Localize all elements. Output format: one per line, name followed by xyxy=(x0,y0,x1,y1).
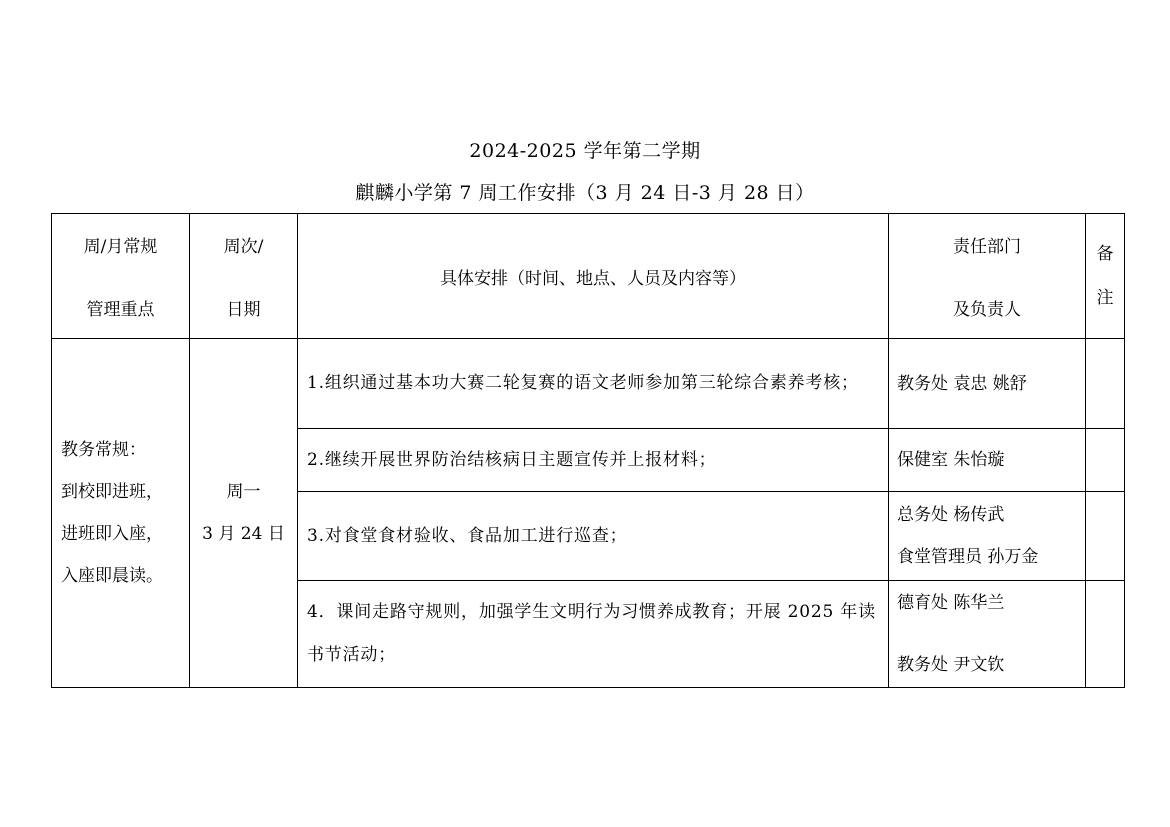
remarks-cell xyxy=(1086,429,1125,492)
schedule-table xyxy=(51,213,1125,688)
responsible-cell: 教务处 袁忠 姚舒 xyxy=(889,339,1086,429)
header-remarks: 备 注 xyxy=(1086,214,1125,339)
responsible-cell: 总务处 杨传武 食堂管理员 孙万金 xyxy=(889,492,1086,581)
task-cell: 3.对食堂食材验收、食品加工进行巡查； xyxy=(298,492,889,581)
responsible-cell: 保健室 朱怡璇 xyxy=(889,429,1086,492)
responsible-cell: 德育处 陈华兰 教务处 尹文钦 xyxy=(889,581,1086,688)
table-header-row xyxy=(52,214,1125,339)
document-title-line2: 麒麟小学第 7 周工作安排（3 月 24 日-3 月 28 日） xyxy=(355,182,815,204)
header-responsible: 责任部门 及负责人 xyxy=(889,214,1086,339)
header-week-date: 周次/ 日期 xyxy=(190,214,298,339)
remarks-cell xyxy=(1086,581,1125,688)
header-arrangement: 具体安排（时间、地点、人员及内容等） xyxy=(298,214,889,339)
document-title-line1: 2024-2025 学年第二学期 xyxy=(469,140,701,162)
task-cell: 1.组织通过基本功大赛二轮复赛的语文老师参加第三轮综合素养考核； xyxy=(298,339,889,429)
day-cell: 周一 3 月 24 日 xyxy=(190,339,298,688)
table-row xyxy=(52,339,1125,429)
task-cell: 4．课间走路守规则，加强学生文明行为习惯养成教育；开展 2025 年读书节活动； xyxy=(298,581,889,688)
remarks-cell xyxy=(1086,492,1125,581)
header-focus: 周/月常规 管理重点 xyxy=(52,214,190,339)
focus-cell: 教务常规： 到校即进班， 进班即入座， 入座即晨读。 xyxy=(52,339,190,688)
task-cell: 2.继续开展世界防治结核病日主题宣传并上报材料； xyxy=(298,429,889,492)
remarks-cell xyxy=(1086,339,1125,429)
